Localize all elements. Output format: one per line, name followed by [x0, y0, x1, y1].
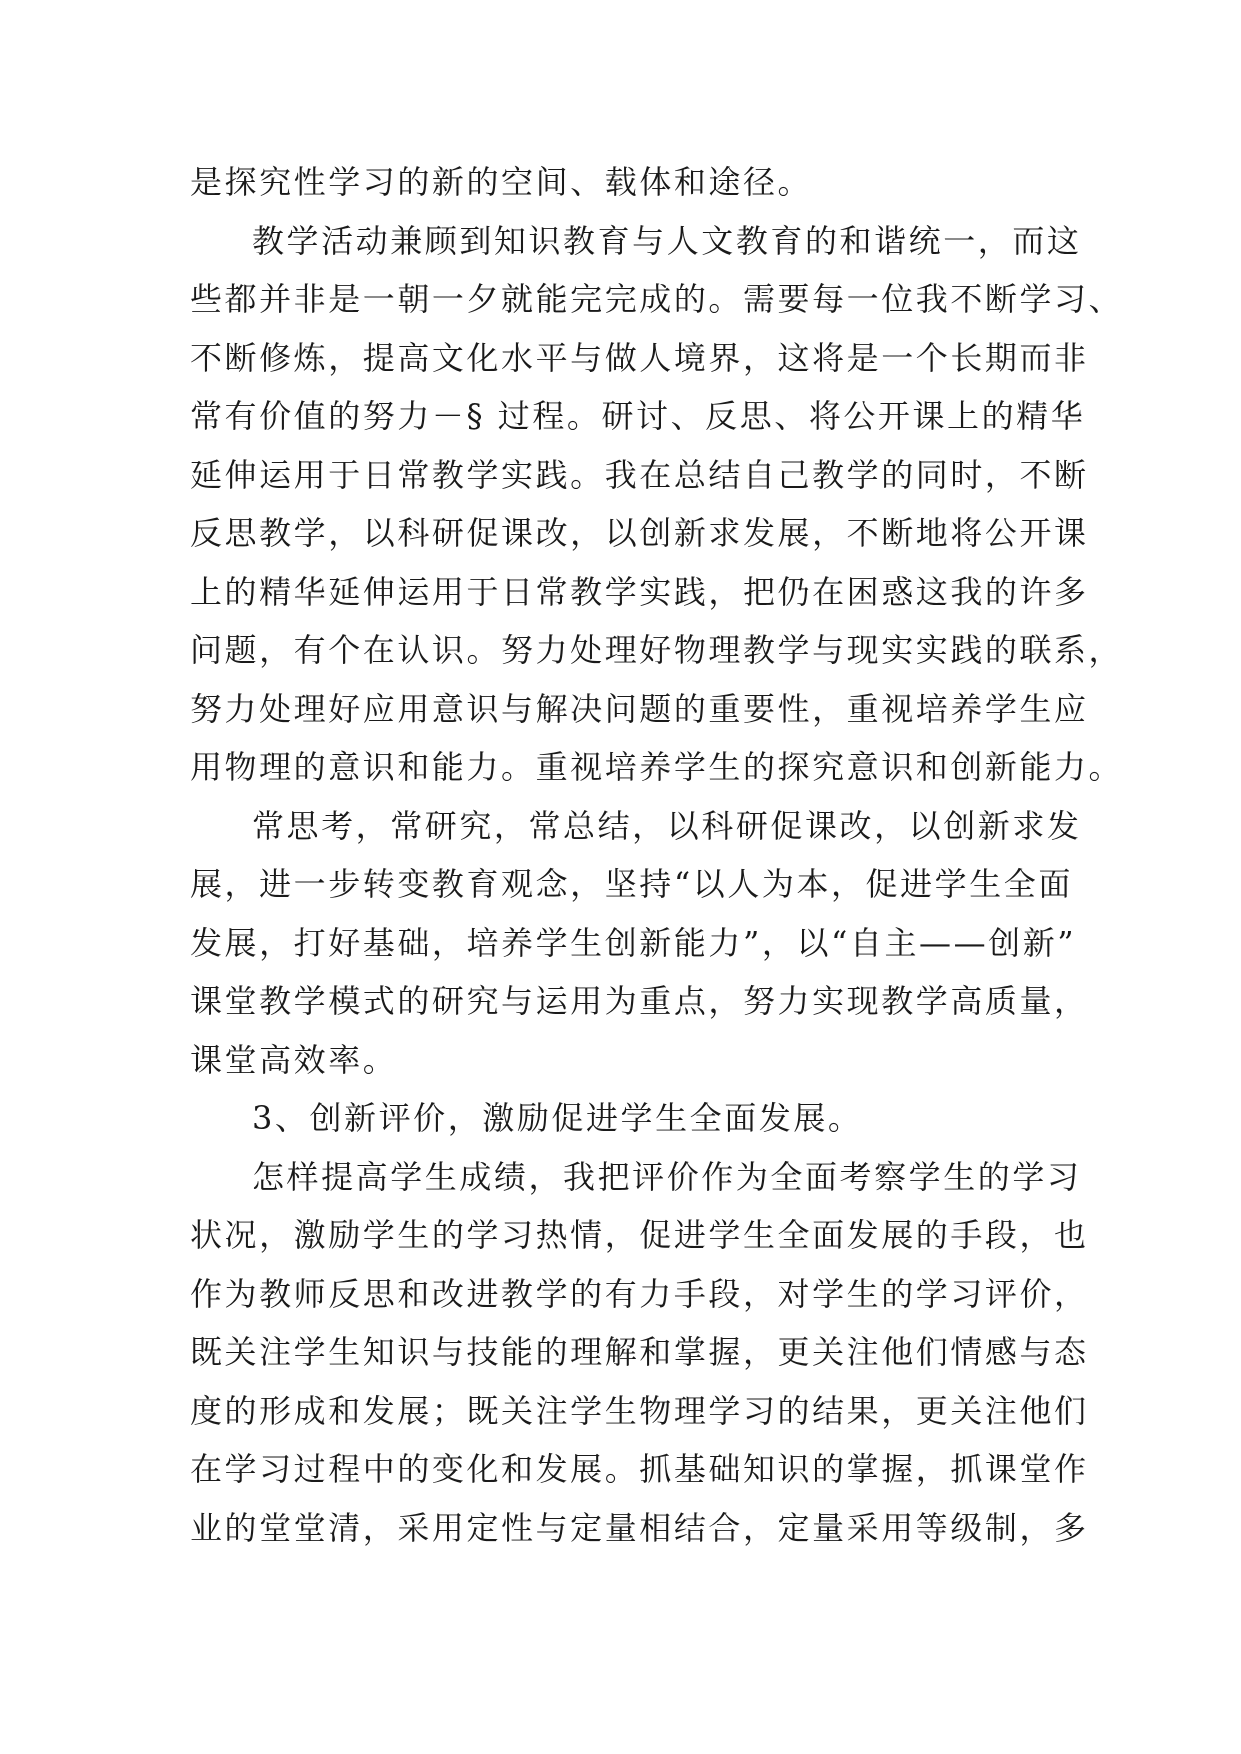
text-line: 努力处理好应用意识与解决问题的重要性，重视培养学生应: [190, 689, 1089, 728]
text-line: 上的精华延伸运用于日常教学实践，把仍在困惑这我的许多: [190, 572, 1089, 611]
text-line: 作为教师反思和改进教学的有力手段，对学生的学习评价，: [190, 1274, 1089, 1313]
text-line: 怎样提高学生成绩，我把评价作为全面考察学生的学习: [252, 1157, 1082, 1196]
text-line: 度的形成和发展；既关注学生物理学习的结果，更关注他们: [190, 1391, 1089, 1430]
text-line: 状况，激励学生的学习热情，促进学生全面发展的手段，也: [190, 1216, 1089, 1254]
text-line: 既关注学生知识与技能的理解和掌握，更关注他们情感与态: [190, 1333, 1089, 1371]
text-line: 教学活动兼顾到知识教育与人文教育的和谐统一，而这: [252, 221, 1082, 260]
text-line: 展，进一步转变教育观念，坚持“以人为本，促进学生全面: [190, 865, 1073, 903]
text-line: 些都并非是一朝一夕就能完完成的。需要每一位我不断学习、: [190, 280, 1124, 318]
text-line: 课堂教学模式的研究与运用为重点，努力实现教学高质量，: [190, 982, 1089, 1020]
text-line: 问题，有个在认识。努力处理好物理教学与现实实践的联系，: [190, 631, 1124, 669]
text-line: 是探究性学习的新的空间、载体和途径。: [190, 163, 813, 201]
text-line: 延伸运用于日常教学实践。我在总结自己教学的同时，不断: [190, 455, 1089, 494]
text-line: 不断修炼，提高文化水平与做人境界，这将是一个长期而非: [190, 338, 1089, 377]
text-line: 反思教学，以科研促课改，以创新求发展，不断地将公开课: [190, 514, 1089, 552]
text-line: 常有价值的努力－§ 过程。研讨、反思、将公开课上的精华: [190, 397, 1086, 435]
text-line: 常思考，常研究，常总结，以科研促课改，以创新求发: [252, 806, 1082, 845]
text-line: 用物理的意识和能力。重视培养学生的探究意识和创新能力。: [190, 748, 1124, 786]
text-line: 发展，打好基础，培养学生创新能力”，以“自主——创新”: [190, 923, 1077, 962]
text-line: 课堂高效率。: [190, 1040, 398, 1079]
text-line: 在学习过程中的变化和发展。抓基础知识的掌握，抓课堂作: [190, 1450, 1089, 1488]
text-line: 3、创新评价，激励促进学生全面发展。: [252, 1099, 863, 1137]
text-line: 业的堂堂清，采用定性与定量相结合，定量采用等级制，多: [190, 1508, 1089, 1547]
document-body: [190, 153, 1124, 1557]
